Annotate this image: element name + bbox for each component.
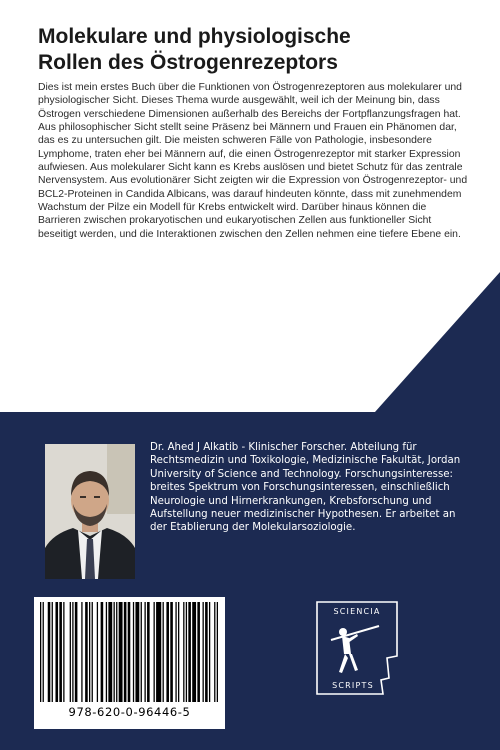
barcode-bar [144,602,145,702]
title-line-2: Rollen des Östrogenrezeptors [38,51,338,74]
barcode-bar [147,602,150,702]
barcode-bar [214,602,215,702]
barcode-bar [154,602,155,702]
barcode-bar [72,602,73,702]
isbn-number: 978-620-0-96446-5 [68,705,191,719]
barcode-bar [101,602,104,702]
barcode-bar [97,602,98,702]
barcode-bar [89,602,90,702]
barcode-bar [43,602,44,702]
barcode-bar [48,602,51,702]
barcode-bar [135,602,139,702]
barcode-bar [106,602,107,702]
barcode-bar [197,602,200,702]
barcode-bar [59,602,62,702]
barcode-bar [124,602,127,702]
book-description: Dies ist mein erstes Buch über die Funktionen von Östrogenrezeptoren aus molekularer und physiologischer Sicht. Dieses Thema wurde ausgewählt, weil ich der Meinung bin, dass Östrogen verschiedene Dimensionen außerhalb des Bereichs der Fortpflanzungsfragen hat. Aus philosophischer Sicht stellt seine Präsenz bei Männern und Frauen ein Phänomen dar, das es zu untersuchen gilt. Die meisten schweren Fälle von Pathologie, insbesondere Lymphome, traten eher bei Männern auf, die einen Östrogenrezeptor mit starker Expression aufwiesen. Aus molekularer Sicht kann es Krebs auslösen und bietet Schutz für das zentrale Nervensystem. Aus evolutionärer Sicht zeigten wir die Expression von Östrogenrezeptor- und BCL2-Proteinen in Candida Albicans, was darauf hindeuten könnte, dass mit zunehmendem Wachstum der Pilze ein Modell für Krebs entwickelt wird. Darüber hinaus können die Barrieren zwischen prokaryotischen und eukaryotischen Zellen aus funktioneller Sicht beseitigt werden, und die Interaktionen zwischen den Zellen nehmen eine tiefere Ebene ein. [38,82,468,240]
barcode-bar [205,602,208,702]
barcode-bar [188,602,191,702]
barcode-bar [170,602,173,702]
barcode-bar [75,602,78,702]
barcode-bar [55,602,58,702]
barcode-bar [166,602,169,702]
book-title [38,24,478,76]
barcode-bar [114,602,115,702]
barcode-bar [63,602,64,702]
barcode-bar [92,602,93,702]
barcode-bar [178,602,179,702]
author-photo [45,444,135,579]
barcode-bar [141,602,142,702]
barcode-bar [40,602,41,702]
barcode-bar [203,602,204,702]
author-bio: Dr. Ahed J Alkatib - Klinischer Forscher. Abteilung für Rechtsmedizin und Toxikologie, Medizinische Fakultät, Jordan University of Science and Technology. Forschungsinteresse: breites Spektrum von Forschungsinteressen, einschließlich Neurologie und Hirnerkrankungen, Krebsforschung und Aufstellung neuer medizinischer Hypothesen. Er arbeitet an der Etablierung der Molekularsoziologie. [150,442,461,534]
barcode-bar [70,602,71,702]
sciencia-scripts-logo [313,598,401,698]
barcode-bar [175,602,176,702]
title-line-1: Molekulare und physiologische [38,25,351,48]
walking-figure-icon [331,626,379,673]
barcode-bar [128,602,131,702]
barcode-bar [209,602,210,702]
barcode-bar [116,602,117,702]
isbn-barcode [40,602,218,702]
barcode-bar [217,602,218,702]
barcode-bar [119,602,123,702]
barcode-bar [186,602,187,702]
barcode-bar [156,602,161,702]
barcode-area [34,597,225,729]
barcode-bar [52,602,53,702]
logo-bottom-text: SCRIPTS [332,681,374,690]
barcode-bar [85,602,88,702]
barcode-bar [133,602,134,702]
barcode-bar [192,602,196,702]
logo-top-text: SCIENCIA [333,607,381,616]
barcode-bar [163,602,164,702]
barcode-bar [81,602,82,702]
barcode-bar [183,602,184,702]
barcode-bar [108,602,112,702]
